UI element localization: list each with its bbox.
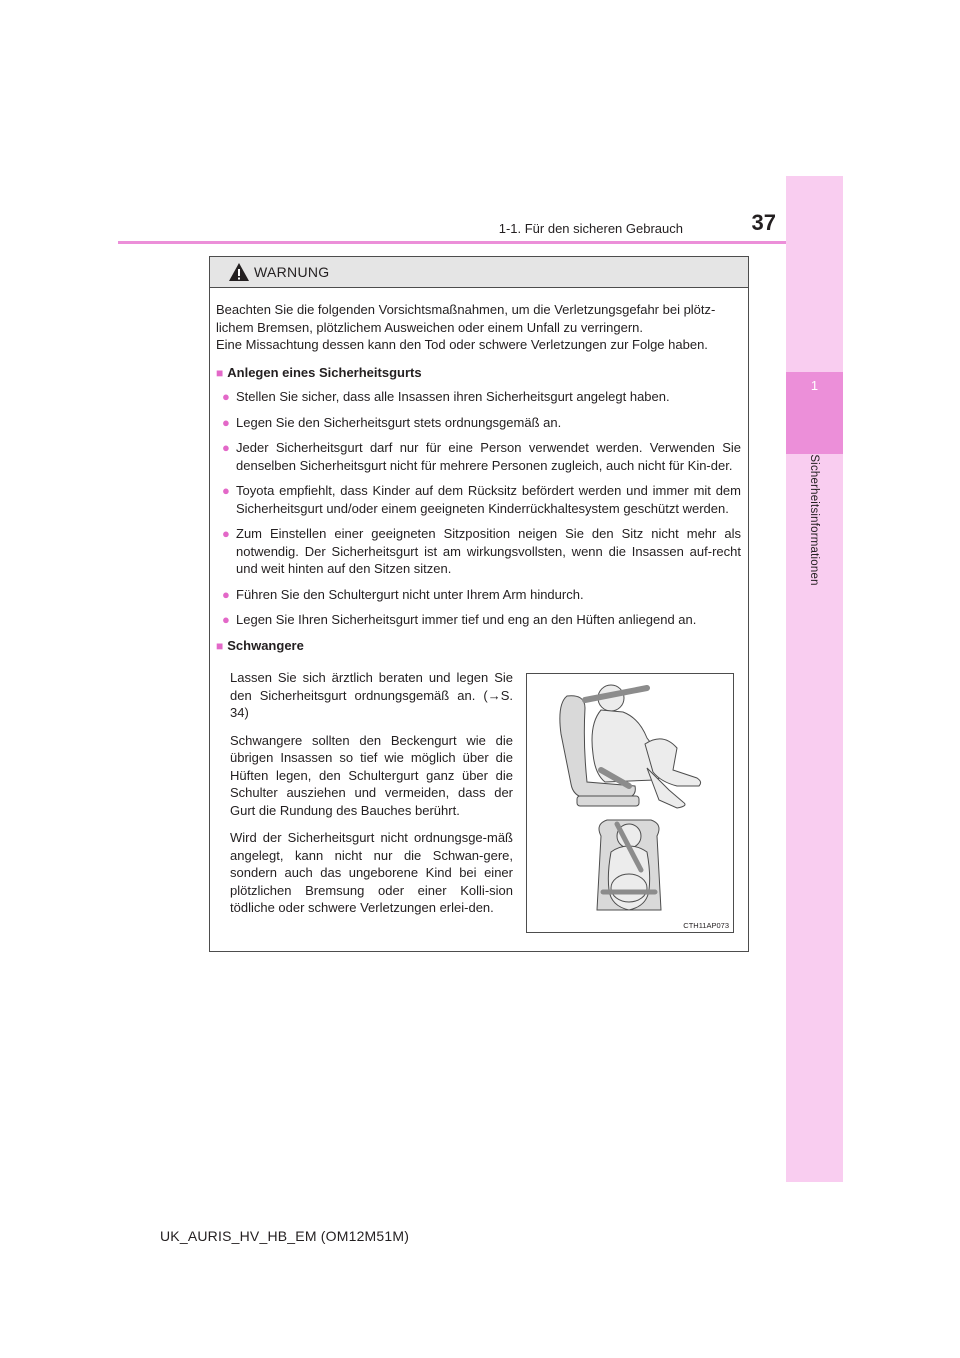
- pregnancy-text: [230, 669, 513, 927]
- bullet-item: [216, 439, 741, 474]
- bullet-text: Legen Sie den Sicherheitsgurt stets ordnungsgemäß an.: [236, 414, 562, 430]
- warning-header: [210, 257, 748, 288]
- footer-doc-id: UK_AURIS_HV_HB_EM (OM12M51M): [160, 1228, 410, 1244]
- circle-bullet-icon: ●: [222, 526, 230, 541]
- warning-box: [209, 256, 749, 952]
- square-bullet-icon: ■: [216, 365, 224, 380]
- intro-line: Beachten Sie die folgenden Vorsichtsmaßnahmen, um die Verletzungsgefahr bei plötz-: [216, 302, 716, 317]
- bullet-item: [216, 586, 741, 604]
- section-heading-text: Anlegen eines Sicherheitsgurts: [227, 364, 422, 380]
- intro-line: lichem Bremsen, plötzlichem Ausweichen oder einem Unfall zu verringern.: [216, 319, 644, 335]
- section-heading-seatbelt: [216, 364, 741, 383]
- bullet-text: Jeder Sicherheitsgurt darf nur für eine Person verwendet werden. Verwenden Sie denselben Sicherheitsgurt nicht für mehrere Personen zugleich, auch nicht für Kin-der.: [236, 440, 741, 473]
- bullet-item: [216, 525, 741, 578]
- paragraph: Lassen Sie sich ärztlich beraten und legen Sie den Sicherheitsgurt ordnungsgemäß an. (→S. 34): [230, 670, 513, 720]
- chapter-side-tab: [786, 176, 843, 1182]
- warning-title: WARNUNG: [254, 264, 330, 280]
- chapter-label: Sicherheitsinformationen: [808, 454, 820, 586]
- bullet-item: [216, 414, 741, 432]
- bullet-item: [216, 611, 741, 629]
- bullet-text: Stellen Sie sicher, dass alle Insassen ihren Sicherheitsgurt angelegt haben.: [236, 389, 670, 404]
- page-number: 37: [751, 210, 776, 235]
- figure-code: CTH11AP073: [683, 921, 729, 930]
- circle-bullet-icon: ●: [222, 414, 230, 430]
- bullet-text: Legen Sie Ihren Sicherheitsgurt immer tief und eng an den Hüften anliegend an.: [236, 612, 697, 627]
- bullet-text: Toyota empfiehlt, dass Kinder auf dem Rücksitz befördert werden und immer mit dem Sicherheitsgurt und/oder einem geeigneten Kinderrückhaltesystem geschützt werden.: [236, 483, 741, 516]
- circle-bullet-icon: ●: [222, 389, 230, 404]
- square-bullet-icon: ■: [216, 638, 224, 653]
- bullet-text: Zum Einstellen einer geeigneten Sitzposition neigen Sie den Sitz nicht mehr als notwendig. Der Sicherheitsgurt ist am wirkungsvollsten, wenn die Insassen auf-recht und weit hinten auf den Sitzen sitzen.: [236, 526, 741, 576]
- circle-bullet-icon: ●: [222, 440, 230, 455]
- paragraph: Schwangere sollten den Beckengurt wie die übrigen Insassen so tief wie möglich über die Hüften legen, den Schultergurt ganz über die Schulter ausziehen und vermeiden, dass der Gurt die Rundung des Bauches berührt.: [230, 732, 513, 818]
- circle-bullet-icon: ●: [222, 586, 230, 602]
- section-heading-pregnant: [216, 637, 741, 656]
- paragraph: Wird der Sicherheitsgurt nicht ordnungsge-mäß angelegt, kann nicht nur die Schwan-gere, sondern auch das ungeborene Kind bei einer plötzlichen Bremsung oder einer Kolli-sion tödliche oder schwere Verletzungen erlei-den.: [230, 830, 513, 915]
- circle-bullet-icon: ●: [222, 612, 230, 627]
- section-title: 1-1. Für den sicheren Gebrauch: [498, 221, 683, 236]
- header-rule: [118, 241, 786, 244]
- bullet-item: [216, 388, 741, 406]
- bullet-item: [216, 482, 741, 517]
- warning-triangle-icon: [228, 262, 250, 282]
- bullet-text: Führen Sie den Schultergurt nicht unter Ihrem Arm hindurch.: [236, 586, 584, 602]
- chapter-number: 1: [810, 378, 819, 393]
- pregnant-seatbelt-illustration: [526, 673, 734, 933]
- intro-line: Eine Missachtung dessen kann den Tod oder schwere Verletzungen zur Folge haben.: [216, 337, 708, 352]
- warning-body: [216, 301, 741, 661]
- pregnant-woman-seated-icon: [527, 674, 733, 932]
- section-heading-text: Schwangere: [227, 637, 304, 653]
- circle-bullet-icon: ●: [222, 483, 230, 498]
